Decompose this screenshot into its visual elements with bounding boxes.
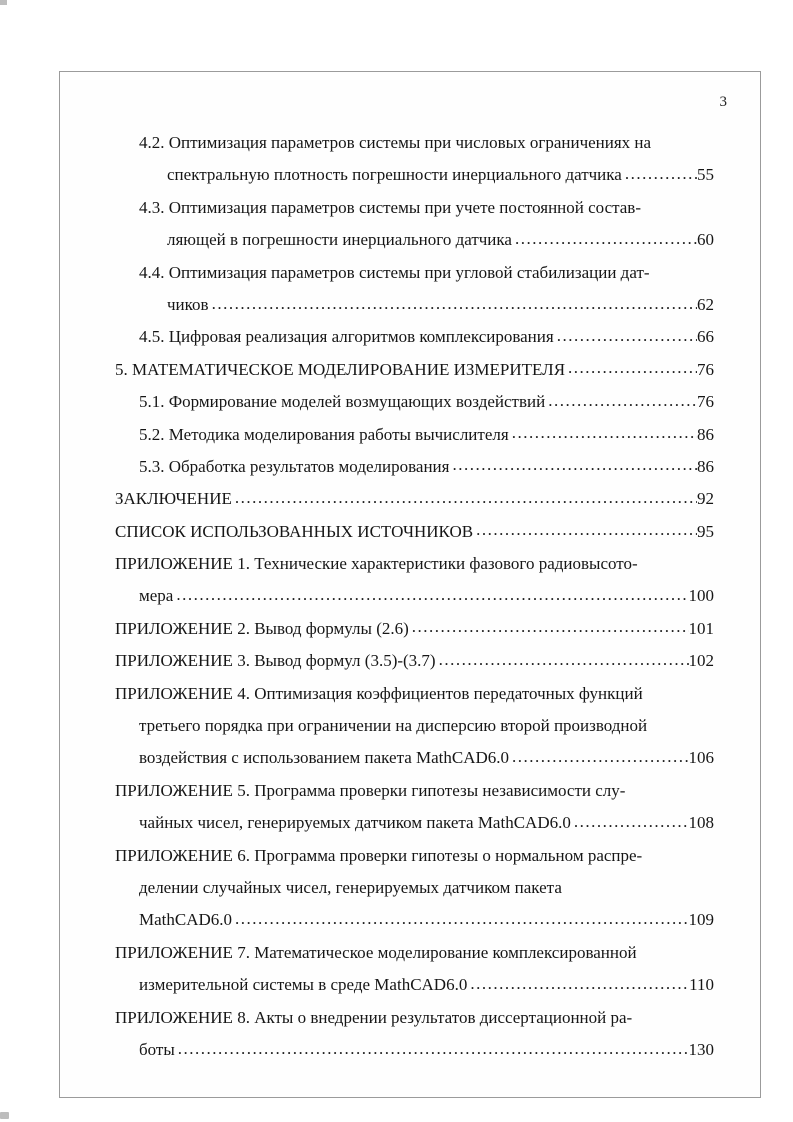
- dot-leader: [571, 813, 689, 828]
- dot-leader: [232, 489, 697, 504]
- toc-entry-text: воздействия с использованием пакета MathCAD6.0: [139, 748, 510, 768]
- toc-page-number: 76: [697, 359, 714, 379]
- toc-line: [115, 164, 714, 196]
- toc-line: [115, 262, 714, 294]
- dot-leader: [209, 295, 697, 310]
- toc-line: [115, 747, 714, 779]
- toc-entry-text: 4.5. Цифровая реализация алгоритмов комплексирования: [139, 327, 554, 347]
- dot-leader: [509, 748, 688, 763]
- toc-line: [115, 132, 714, 164]
- toc-entry-text: 4.4. Оптимизация параметров системы при угловой стабилизации дат-: [139, 262, 650, 282]
- dot-leader: [565, 359, 697, 374]
- toc-line: [115, 424, 714, 456]
- toc-line: [115, 521, 714, 553]
- toc-entry-text: 5.1. Формирование моделей возмущающих воздействий: [139, 392, 546, 412]
- toc-entry-text: делении случайных чисел, генерируемых датчиком пакета: [139, 877, 562, 897]
- toc-line: [115, 585, 714, 617]
- toc-line: [115, 326, 714, 358]
- toc-line: [115, 1007, 714, 1039]
- toc-line: [115, 812, 714, 844]
- scan-artifact: [0, 0, 7, 5]
- toc-line: [115, 683, 714, 715]
- toc-line: [115, 391, 714, 423]
- toc-entry-text: третьего порядка при ограничении на дисперсию второй производной: [139, 716, 648, 736]
- dot-leader: [622, 165, 697, 180]
- toc-entry-text: ПРИЛОЖЕНИЕ 4. Оптимизация коэффициентов передаточных функций: [115, 683, 643, 703]
- toc-line: [115, 650, 714, 682]
- toc-page-number: 109: [688, 910, 714, 930]
- toc-line: [115, 359, 714, 391]
- toc-entry-text: ляющей в погрешности инерциального датчика: [167, 230, 512, 250]
- dot-leader: [409, 619, 689, 634]
- toc-page-number: 130: [688, 1039, 714, 1059]
- toc-entry-text: ПРИЛОЖЕНИЕ 5. Программа проверки гипотезы независимости слу-: [115, 780, 626, 800]
- dot-leader: [509, 424, 697, 439]
- scanned-page: [59, 71, 761, 1098]
- toc-page-number: 106: [688, 748, 714, 768]
- page-number: 3: [719, 94, 727, 110]
- toc-entry-text: ПРИЛОЖЕНИЕ 1. Технические характеристики фазового радиовысото-: [115, 554, 638, 574]
- toc-line: [115, 909, 714, 941]
- toc-entry-text: чиков: [167, 294, 209, 314]
- toc-page-number: 55: [697, 165, 714, 185]
- toc-page-number: 86: [697, 456, 714, 476]
- toc-page-number: 76: [697, 392, 714, 412]
- toc-entry-text: 5.3. Обработка результатов моделирования: [139, 456, 450, 476]
- toc-line: [115, 229, 714, 261]
- toc-page-number: 101: [688, 618, 714, 638]
- dot-leader: [175, 1040, 689, 1055]
- toc-page-number: 86: [697, 424, 714, 444]
- toc-line: [115, 488, 714, 520]
- toc-entry-text: чайных чисел, генерируемых датчиком пакета MathCAD6.0: [139, 813, 571, 833]
- toc-line: [115, 618, 714, 650]
- toc-entry-text: ПРИЛОЖЕНИЕ 2. Вывод формулы (2.6): [115, 618, 409, 638]
- toc-entry-text: мера: [139, 586, 174, 606]
- toc-line: [115, 456, 714, 488]
- toc-line: [115, 197, 714, 229]
- toc-page-number: 66: [697, 327, 714, 347]
- toc-line: [115, 715, 714, 747]
- dot-leader: [512, 230, 697, 245]
- toc-entry-text: ПРИЛОЖЕНИЕ 7. Математическое моделирование комплексированной: [115, 942, 637, 962]
- toc-page-number: 110: [689, 975, 714, 995]
- toc-entry-text: 5. МАТЕМАТИЧЕСКОЕ МОДЕЛИРОВАНИЕ ИЗМЕРИТЕЛЯ: [115, 359, 566, 379]
- toc-page-number: 62: [697, 294, 714, 314]
- toc-entry-text: ЗАКЛЮЧЕНИЕ: [115, 489, 232, 509]
- toc-line: [115, 877, 714, 909]
- dot-leader: [436, 651, 689, 666]
- toc-entry-text: MathCAD6.0: [139, 910, 233, 930]
- toc-line: [115, 845, 714, 877]
- dot-leader: [473, 521, 697, 536]
- toc-entry-text: боты: [139, 1039, 175, 1059]
- dot-leader: [545, 392, 697, 407]
- toc-line: [115, 553, 714, 585]
- toc-entry-text: 4.2. Оптимизация параметров системы при числовых ограничениях на: [139, 133, 652, 152]
- dot-leader: [467, 975, 689, 990]
- toc-entry-text: спектральную плотность погрешности инерциального датчика: [167, 165, 622, 185]
- toc-page-number: 95: [697, 521, 714, 541]
- dot-leader: [554, 327, 697, 342]
- toc-entry-text: 4.3. Оптимизация параметров системы при учете постоянной состав-: [139, 197, 641, 217]
- toc-line: [115, 1039, 714, 1071]
- toc-entry-text: ПРИЛОЖЕНИЕ 8. Акты о внедрении результатов диссертационной ра-: [115, 1007, 633, 1027]
- toc-list: [115, 132, 714, 1071]
- toc-line: [115, 780, 714, 812]
- toc-page-number: 100: [688, 586, 714, 606]
- toc-entry-text: ПРИЛОЖЕНИЕ 3. Вывод формул (3.5)-(3.7): [115, 651, 436, 671]
- dot-leader: [173, 586, 688, 601]
- toc-line: [115, 942, 714, 974]
- scan-artifact: [0, 1112, 9, 1119]
- toc-line: [115, 974, 714, 1006]
- toc-page-number: 92: [697, 489, 714, 509]
- toc-page-number: 60: [697, 230, 714, 250]
- dot-leader: [449, 457, 697, 472]
- toc-entry-text: 5.2. Методика моделирования работы вычислителя: [139, 424, 509, 444]
- toc-entry-text: ПРИЛОЖЕНИЕ 6. Программа проверки гипотезы о нормальном распре-: [115, 845, 643, 865]
- dot-leader: [232, 910, 688, 925]
- toc-entry-text: СПИСОК ИСПОЛЬЗОВАННЫХ ИСТОЧНИКОВ: [115, 521, 474, 541]
- toc-entry-text: измерительной системы в среде MathCAD6.0: [139, 975, 468, 995]
- toc-line: [115, 294, 714, 326]
- toc-page-number: 108: [688, 813, 714, 833]
- toc-page-number: 102: [688, 651, 714, 671]
